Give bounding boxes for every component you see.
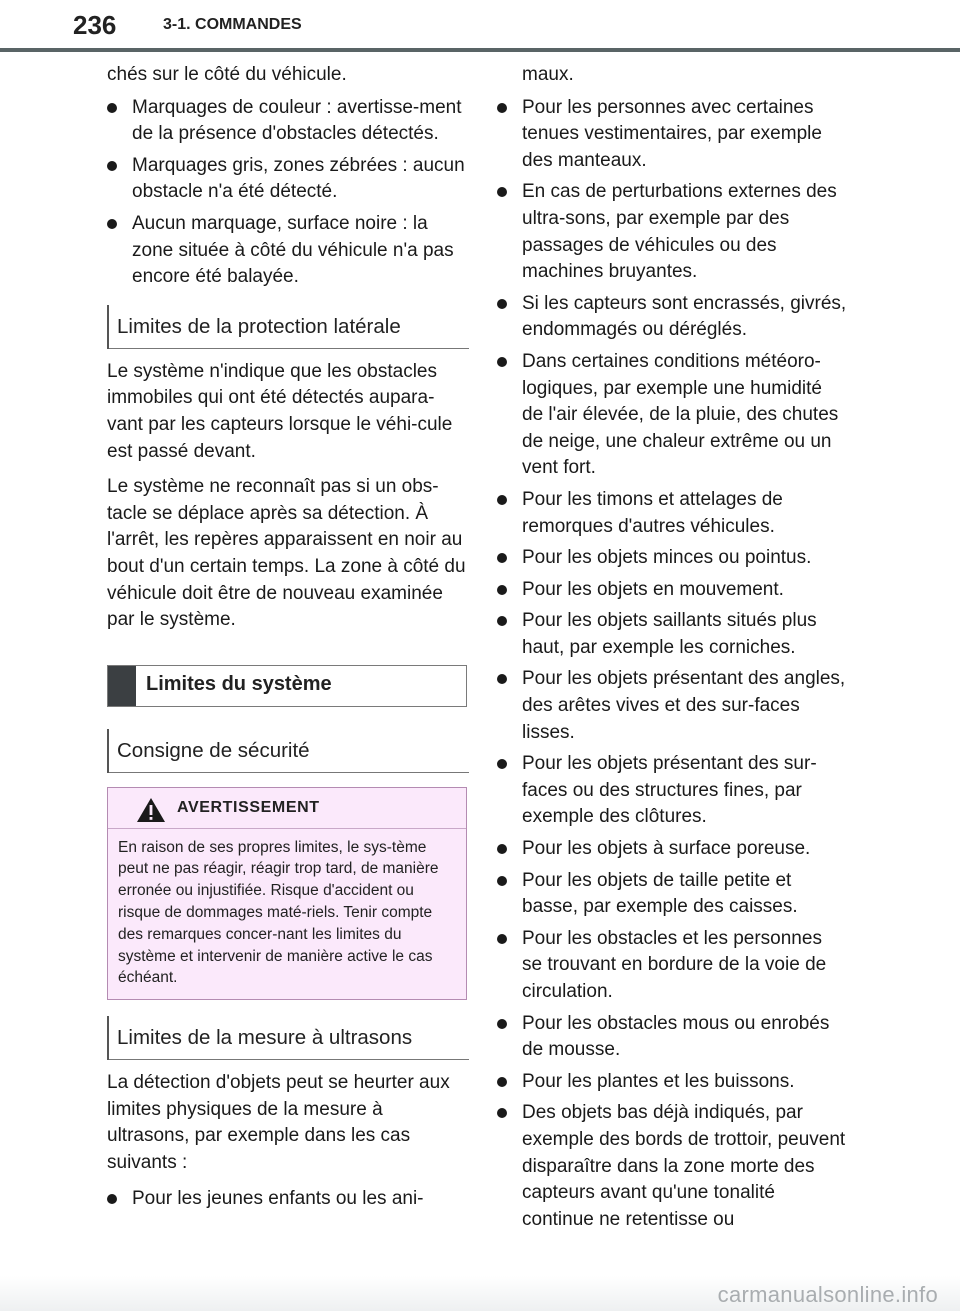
list-item: Pour les timons et attelages de remorques d'autres véhicules. (497, 487, 847, 540)
warning-header (108, 788, 466, 829)
subheading-ultrasonic-limits (107, 1016, 467, 1060)
list-item: Marquages gris, zones zébrées : aucun obstacle n'a été détecté. (107, 153, 467, 206)
section-marker (108, 666, 136, 706)
warning-triangle-icon (136, 797, 166, 823)
left-column (107, 62, 467, 1217)
list-item: Pour les jeunes enfants ou les ani- (107, 1186, 467, 1213)
list-item: En cas de perturbations externes des ultra-sons, par exemple par des passages de véhicules ou des machines bruyantes. (497, 179, 847, 285)
list-item: Pour les objets saillants situés plus haut, par exemple les corniches. (497, 608, 847, 661)
list-item: Pour les objets en mouvement. (497, 577, 847, 604)
section-heading-system-limits (107, 665, 467, 707)
paragraph: La détection d'objets peut se heurter aux limites physiques de la mesure à ultrasons, par exemple dans les cas suivants : (107, 1072, 450, 1174)
section-heading-text: Limites du système (146, 672, 332, 695)
list-item: Pour les plantes et les buissons. (497, 1069, 847, 1096)
list-item: Dans certaines conditions météoro-logiques, par exemple une humidité de l'air élevée, de la pluie, des chutes de neige, une chaleur extrême ou un vent fort. (497, 349, 847, 482)
list-item: Pour les objets présentant des sur-faces ou des structures fines, par exemple des clôtures. (497, 751, 847, 831)
warning-text: En raison de ses propres limites, le sys-tème peut ne pas réagir, réagir trop tard, de manière erronée ou injustifiée. Risque d'accident ou risque de dommages maté-riels. Tenir compte des remarques concer-nant les limites du système et intervenir de manière active le cas échéant. (118, 838, 439, 987)
list-item: Aucun marquage, surface noire : la zone située à côté du véhicule n'a pas encore été balayée. (107, 211, 467, 291)
subheading-text: Limites de la mesure à ultrasons (117, 1026, 413, 1050)
list-item: Marquages de couleur : avertisse-ment de la présence d'obstacles détectés. (107, 95, 467, 148)
warning-title: AVERTISSEMENT (177, 798, 320, 816)
subheading-lateral-protection (107, 305, 467, 349)
continuation-text: maux. (522, 64, 574, 85)
list-item: Pour les obstacles mous ou enrobés de mousse. (497, 1011, 847, 1064)
right-column (497, 62, 847, 1238)
paragraph: Le système ne reconnaît pas si un obs-tacle se déplace après sa détection. À l'arrêt, les repères apparaissent en noir au bout d'un certain temps. La zone à côté du véhicule doit être de nouveau examinée par le système. (107, 476, 466, 631)
legend-bullet-list (107, 95, 467, 291)
list-item: Pour les personnes avec certaines tenues vestimentaires, par exemple des manteaux. (497, 95, 847, 175)
chapter-title: 3-1. COMMANDES (163, 16, 302, 33)
cases-bullet-list (107, 1186, 467, 1213)
paragraph: Le système n'indique que les obstacles immobiles qui ont été détectés aupara-vant par les capteurs lorsque le véhi-cule est passé devant. (107, 360, 453, 462)
page-header (0, 0, 960, 54)
watermark: carmanualsonline.info (717, 1282, 938, 1307)
page-footer (0, 1276, 960, 1311)
intro-text: chés sur le côté du véhicule. (107, 64, 347, 85)
list-item: Pour les objets de taille petite et basse, par exemple des caisses. (497, 868, 847, 921)
list-item: Pour les obstacles et les personnes se trouvant en bordure de la voie de circulation. (497, 926, 847, 1006)
page-number: 236 (73, 10, 117, 40)
subheading-text: Limites de la protection latérale (117, 314, 401, 338)
warning-box (107, 787, 467, 1001)
list-item: Pour les objets présentant des angles, des arêtes vives et des sur-faces lisses. (497, 666, 847, 746)
subheading-text: Consigne de sécurité (117, 738, 310, 762)
list-item: Si les capteurs sont encrassés, givrés, endommagés ou déréglés. (497, 291, 847, 344)
subheading-safety (107, 729, 467, 773)
list-item: Pour les objets minces ou pointus. (497, 545, 847, 572)
list-item: Des objets bas déjà indiqués, par exemple des bords de trottoir, peuvent disparaître dans la zone morte des capteurs avant qu'une tonalité continue ne retentisse ou (497, 1100, 847, 1233)
list-item: Pour les objets à surface poreuse. (497, 836, 847, 863)
cases-bullet-list-continued (497, 95, 847, 1234)
header-rule (0, 48, 960, 52)
